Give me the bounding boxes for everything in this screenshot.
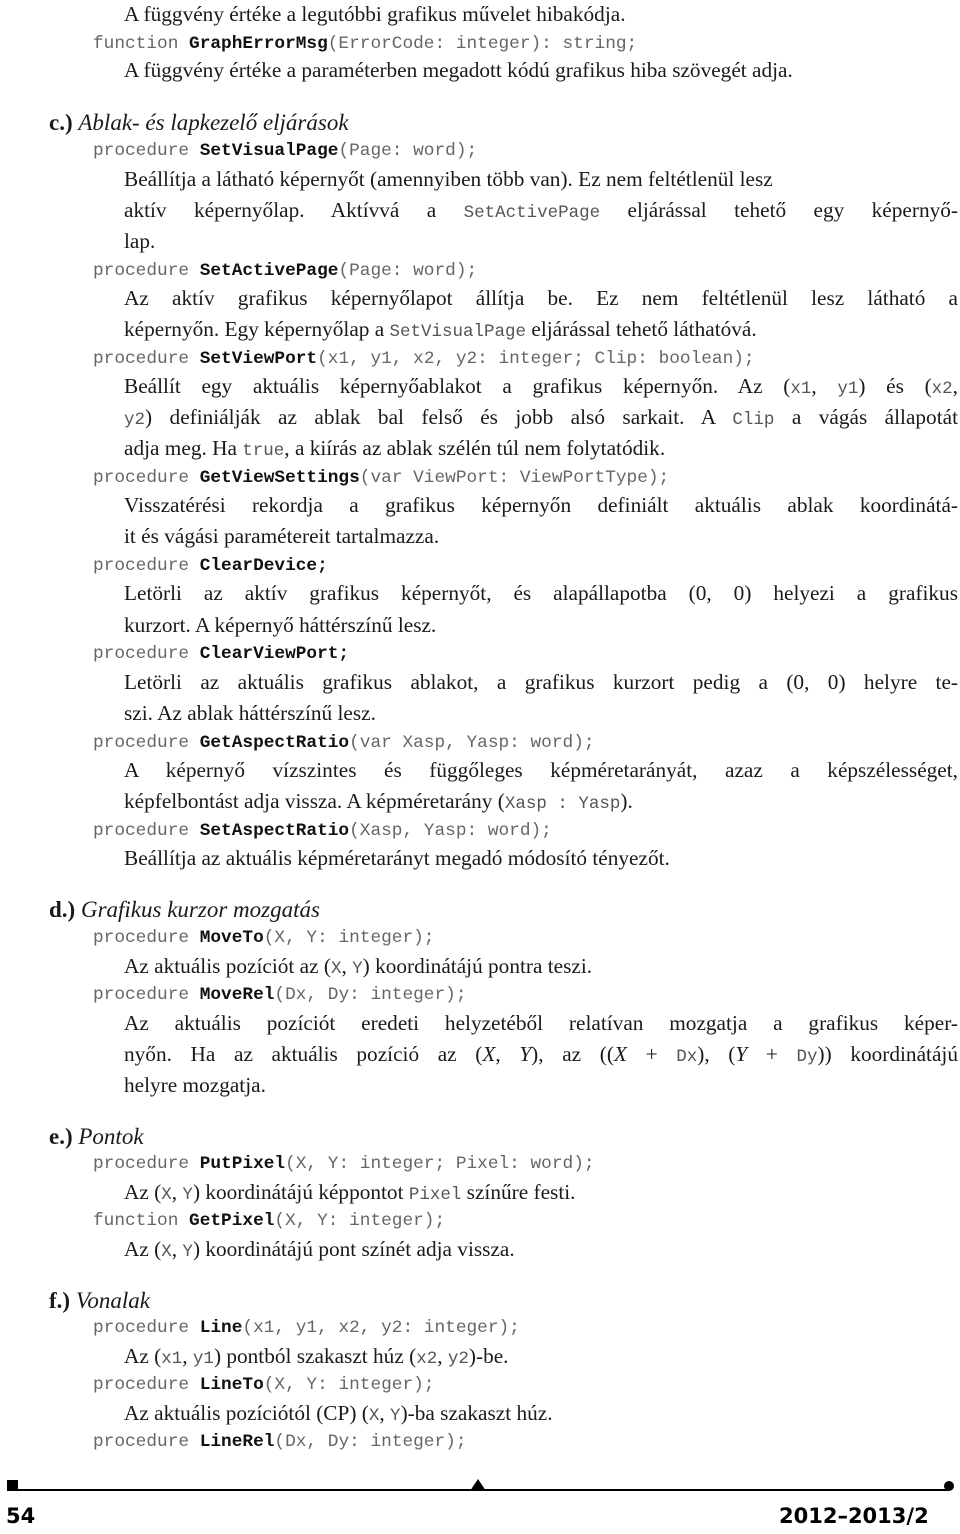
code-signature (93, 820, 552, 842)
description-line (124, 2, 626, 26)
text-run: színűre festi. (461, 1180, 576, 1204)
text-run: Y (519, 1042, 532, 1066)
text-run: eljárással tehető egy képernyő- (600, 198, 958, 222)
text-run: Y (735, 1042, 748, 1066)
routine-name: SetAspectRatio (199, 821, 350, 841)
text-run: (Xasp, Yasp: word); (349, 821, 552, 841)
text-run: aktív képernyőlap. Aktívvá a (124, 198, 464, 222)
description-line (124, 1237, 515, 1264)
description-line (124, 846, 670, 870)
text-run: , (811, 374, 838, 398)
text-run: , (379, 1401, 391, 1425)
text-run: , (341, 954, 353, 978)
description-line (124, 954, 592, 981)
text-run: , (495, 1042, 520, 1066)
text-run: X (613, 1042, 627, 1066)
text-run: X (482, 1042, 496, 1066)
routine-name: GraphErrorMsg (189, 34, 328, 54)
description-line (124, 581, 958, 605)
text-run: , (171, 1237, 183, 1261)
code-signature (93, 1317, 520, 1339)
inline-code: Y (390, 1406, 401, 1426)
text-run: Beállít egy aktuális képernyőablakot a grafikus képernyőn. Az ( (124, 374, 791, 398)
text-run: A függvény értéke a legutóbbi grafikus művelet hibakódja. (124, 2, 626, 26)
text-run: Az ( (124, 1180, 162, 1204)
text-run: képfelbontást adja vissza. A képméretarány ( (124, 789, 505, 813)
description-line (124, 1344, 509, 1371)
description-line (124, 58, 793, 82)
text-run: Visszatérési rekordja a grafikus képernyőn definiált aktuális ablak koordinátá- (124, 493, 958, 517)
text-run: , (437, 1344, 448, 1368)
inline-code: Dy (796, 1047, 818, 1067)
routine-name: LineRel (199, 1432, 275, 1452)
text-run: (X, Y: integer); (263, 928, 435, 948)
text-run: procedure (93, 1375, 200, 1395)
square-marker-icon (7, 1480, 18, 1491)
triangle-marker-icon (470, 1479, 486, 1491)
section-heading (49, 110, 349, 136)
inline-code: true (242, 441, 285, 461)
description-line (124, 374, 958, 401)
section-heading (49, 1288, 150, 1314)
text-run: Az aktuális pozíciót az ( (124, 954, 331, 978)
academic-year: 2012–2013/2 (779, 1504, 929, 1528)
text-run: procedure (93, 556, 200, 576)
section-title: Pontok (78, 1124, 144, 1149)
description-line (124, 789, 633, 816)
circle-marker-icon (944, 1481, 954, 1491)
text-run: Az ( (124, 1237, 162, 1261)
text-run: Az aktuális pozíciótól (CP) ( (124, 1401, 369, 1425)
section-letter: f.) (49, 1288, 71, 1313)
text-run: Az ( (124, 1344, 162, 1368)
code-signature (93, 732, 595, 754)
inline-code: Pixel (408, 1185, 462, 1205)
routine-name: GetViewSettings (199, 468, 360, 488)
inline-code: x1 (790, 379, 812, 399)
text-run: + (626, 1042, 677, 1066)
text-run: (var Xasp, Yasp: word); (349, 733, 595, 753)
routine-name: GetPixel (189, 1211, 275, 1231)
text-run: it és vágási paramétereit tartalmazza. (124, 524, 440, 548)
routine-name: LineTo (199, 1375, 264, 1395)
text-run: , (182, 1344, 193, 1368)
inline-code: X (161, 1185, 172, 1205)
section-title: Grafikus kurzor mozgatás (80, 897, 320, 922)
text-run: ), ( (697, 1042, 736, 1066)
inline-code: X (330, 959, 342, 979)
text-run: (Page: word); (338, 261, 478, 281)
inline-code: Dx (676, 1047, 698, 1067)
text-run: procedure (93, 821, 200, 841)
routine-name: GetAspectRatio (199, 733, 350, 753)
text-run: Az aktuális pozíciót eredeti helyzetéből relatívan mozgatja a grafikus képer- (124, 1011, 958, 1035)
text-run: (X, Y: integer; Pixel: word); (285, 1154, 595, 1174)
description-line (124, 1042, 958, 1069)
text-run: szi. Az ablak háttérszínű lesz. (124, 701, 376, 725)
inline-code: Y (182, 1242, 193, 1262)
description-line (124, 1180, 575, 1207)
text-run: , a kiírás az ablak szélén túl nem folytatódik. (284, 436, 666, 460)
routine-name: MoveRel (199, 985, 275, 1005)
code-signature (93, 555, 328, 577)
text-run: function (93, 1211, 190, 1231)
description-line (124, 317, 757, 344)
inline-code: y1 (837, 379, 859, 399)
text-run: procedure (93, 928, 200, 948)
routine-name: SetViewPort (199, 349, 318, 369)
text-run: kurzort. A képernyő háttérszínű lesz. (124, 613, 437, 637)
text-run: + (747, 1042, 797, 1066)
description-line (124, 405, 958, 432)
text-run: Beállítja az aktuális képméretarányt megadó módosító tényezőt. (124, 846, 670, 870)
description-line (124, 198, 958, 225)
text-run: (var ViewPort: ViewPortType); (359, 468, 670, 488)
inline-code: y2 (124, 410, 146, 430)
text-run: Az aktív grafikus képernyőlapot állítja be. Ez nem feltétlenül lesz látható a (124, 286, 958, 310)
text-run: ) definiálják az ablak bal felső és jobb alsó sarkait. A (145, 405, 733, 429)
text-run: , (952, 374, 958, 398)
description-line (124, 613, 436, 637)
description-line (124, 1073, 266, 1097)
text-run: (Dx, Dy: integer); (274, 985, 467, 1005)
text-run: procedure (93, 141, 200, 161)
text-run: képernyőn. Egy képernyőlap a (124, 317, 390, 341)
description-line (124, 493, 958, 517)
text-run: ) koordinátájú képpontot (192, 1180, 409, 1204)
description-line (124, 436, 665, 463)
code-signature (93, 467, 669, 489)
routine-name: PutPixel (199, 1154, 286, 1174)
inline-code: Y (352, 959, 363, 979)
inline-code: Xasp : Yasp (504, 794, 621, 814)
section-heading (49, 897, 320, 923)
text-run: )-ba szakaszt húz. (400, 1401, 553, 1425)
text-run: (Page: word); (338, 141, 478, 161)
text-run: procedure (93, 644, 200, 664)
text-run: ) pontból szakaszt húz ( (213, 1344, 417, 1368)
text-run: )) koordinátájú (817, 1042, 958, 1066)
inline-code: Clip (732, 410, 775, 430)
code-signature (93, 1210, 445, 1232)
text-run: Letörli az aktuális grafikus ablakot, a grafikus kurzort pedig a (0, 0) helyre te- (124, 670, 958, 694)
code-signature (93, 1153, 595, 1175)
code-signature (93, 260, 477, 282)
section-letter: c.) (49, 110, 73, 135)
inline-code: x1 (161, 1349, 183, 1369)
text-run: procedure (93, 261, 200, 281)
section-title: Ablak- és lapkezelő eljárások (78, 110, 349, 135)
code-signature (93, 140, 477, 162)
code-signature (93, 927, 434, 949)
text-run: ). (620, 789, 633, 813)
text-run: ) és ( (858, 374, 932, 398)
text-run: procedure (93, 985, 200, 1005)
description-line (124, 701, 376, 725)
text-run: Beállítja a látható képernyőt (amennyiben több van). Ez nem feltétlenül lesz (124, 167, 773, 191)
text-run: Letörli az aktív grafikus képernyőt, és alapállapotba (0, 0) helyezi a grafikus (124, 581, 958, 605)
text-run: (x1, y1, x2, y2: integer; Clip: boolean); (317, 349, 755, 369)
code-signature (93, 984, 467, 1006)
text-run: ) koordinátájú pontra teszi. (362, 954, 593, 978)
text-run: A függvény értéke a paraméterben megadott kódú grafikus hiba szövegét adja. (124, 58, 793, 82)
description-line (124, 524, 439, 548)
routine-name: MoveTo (199, 928, 264, 948)
description-line (124, 286, 958, 310)
text-run: ) koordinátájú pont színét adja vissza. (192, 1237, 515, 1261)
code-signature (93, 348, 755, 370)
description-line (124, 1011, 958, 1035)
routine-name: SetActivePage (199, 261, 339, 281)
section-heading (49, 1124, 144, 1150)
section-title: Vonalak (75, 1288, 150, 1313)
routine-name: Line (199, 1318, 243, 1338)
description-line (124, 229, 155, 253)
text-run: lap. (124, 229, 156, 253)
inline-code: Y (182, 1185, 193, 1205)
code-signature (93, 1374, 434, 1396)
inline-code: y1 (192, 1349, 214, 1369)
text-run: (Dx, Dy: integer); (274, 1432, 467, 1452)
section-letter: d.) (49, 897, 76, 922)
text-run: procedure (93, 1318, 200, 1338)
text-run: (ErrorCode: integer): string; (327, 34, 638, 54)
inline-code: x2 (416, 1349, 438, 1369)
inline-code: SetActivePage (463, 203, 601, 223)
description-line (124, 167, 773, 191)
inline-code: x2 (931, 379, 953, 399)
inline-code: SetVisualPage (389, 322, 527, 342)
code-signature (93, 643, 349, 665)
code-signature (93, 33, 637, 55)
inline-code: X (368, 1406, 380, 1426)
text-run: procedure (93, 1432, 200, 1452)
section-letter: e.) (49, 1124, 73, 1149)
description-line (124, 758, 958, 782)
routine-name: SetVisualPage (199, 141, 339, 161)
text-run: procedure (93, 349, 200, 369)
routine-name: ClearDevice; (199, 556, 328, 576)
text-run: adja meg. Ha (124, 436, 243, 460)
text-run: (x1, y1, x2, y2: integer); (242, 1318, 520, 1338)
routine-name: ClearViewPort; (199, 644, 350, 664)
text-run: nyőn. Ha az aktuális pozíció az ( (124, 1042, 483, 1066)
text-run: ), az (( (531, 1042, 614, 1066)
text-run: (X, Y: integer); (263, 1375, 435, 1395)
code-signature (93, 1431, 467, 1453)
text-run: procedure (93, 733, 200, 753)
text-run: (X, Y: integer); (274, 1211, 446, 1231)
text-run: A képernyő vízszintes és függőleges képméretarányát, azaz a képszélességet, (124, 758, 958, 782)
text-run: function (93, 34, 190, 54)
inline-code: X (161, 1242, 172, 1262)
text-run: procedure (93, 1154, 200, 1174)
description-line (124, 1401, 553, 1428)
text-run: procedure (93, 468, 200, 488)
text-run: helyre mozgatja. (124, 1073, 266, 1097)
text-run: eljárással tehető láthatóvá. (526, 317, 757, 341)
page-number: 54 (6, 1504, 36, 1528)
description-line (124, 670, 958, 694)
text-run: , (171, 1180, 183, 1204)
inline-code: y2 (447, 1349, 469, 1369)
text-run: )-be. (468, 1344, 509, 1368)
text-run: a vágás állapotát (774, 405, 958, 429)
page-footer (0, 1478, 960, 1534)
